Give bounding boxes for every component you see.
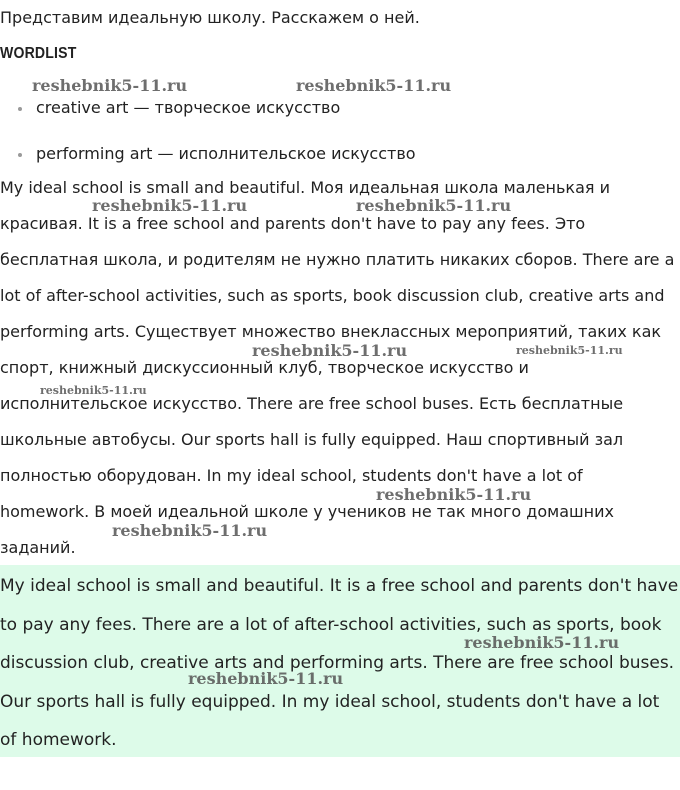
- watermark-logo: reshebnik5-11.ru: [252, 341, 408, 360]
- bullet-icon: [18, 107, 22, 111]
- english-summary-box: [0, 565, 680, 757]
- wordlist-item-text: creative art — творческое искусство: [36, 98, 341, 117]
- watermark-logo: reshebnik5-11.ru: [188, 669, 344, 688]
- wordlist-item-text: performing art — исполнительское искусство: [36, 144, 416, 163]
- bullet-icon: [18, 153, 22, 157]
- watermark-logo: reshebnik5-11.ru: [376, 485, 532, 504]
- wordlist-heading: WORDLIST: [0, 45, 77, 62]
- bilingual-text: My ideal school is small and beautiful. Моя идеальная школа маленькая и красивая. It is a free school and parents don't have to pay any fees. Это бесплатная школа, и родителям не нужно платить никаких сборов. There are a lot of after-school activities, such as sports, book discussion club, creative arts and performing arts. Существует множество внеклассных мероприятий, таких как спорт, книжный дискуссионный клуб, творческое искусство и исполнительское искусство. There are free school buses. Есть бесплатные школьные автобусы. Our sports hall is fully equipped. Наш спортивный зал полностью оборудован. In my ideal school, students don't have a lot of homework. В моей идеальной школе у учеников не так много домашних заданий.: [0, 178, 675, 557]
- watermark-logo: reshebnik5-11.ru: [356, 196, 512, 215]
- english-summary-text: My ideal school is small and beautiful. It is a free school and parents don't have to pay any fees. There are a lot of after-school activities, such as sports, book discussion club, creative arts and performing arts. There are free school buses. Our sports hall is fully equipped. In my ideal school, students don't have a lot of homework.: [0, 576, 679, 750]
- watermark-logo: reshebnik5-11.ru: [32, 76, 188, 95]
- watermark-logo: reshebnik5-11.ru: [92, 196, 248, 215]
- watermark-logo: reshebnik5-11.ru: [464, 633, 620, 652]
- watermark-logo: reshebnik5-11.ru: [112, 521, 268, 540]
- watermark-logo: reshebnik5-11.ru: [296, 76, 452, 95]
- intro-text: Представим идеальную школу. Расскажем о ней.: [0, 8, 420, 27]
- watermark-logo: reshebnik5-11.ru: [40, 384, 147, 397]
- watermark-logo: reshebnik5-11.ru: [516, 344, 623, 357]
- wordlist-item: [0, 98, 680, 144]
